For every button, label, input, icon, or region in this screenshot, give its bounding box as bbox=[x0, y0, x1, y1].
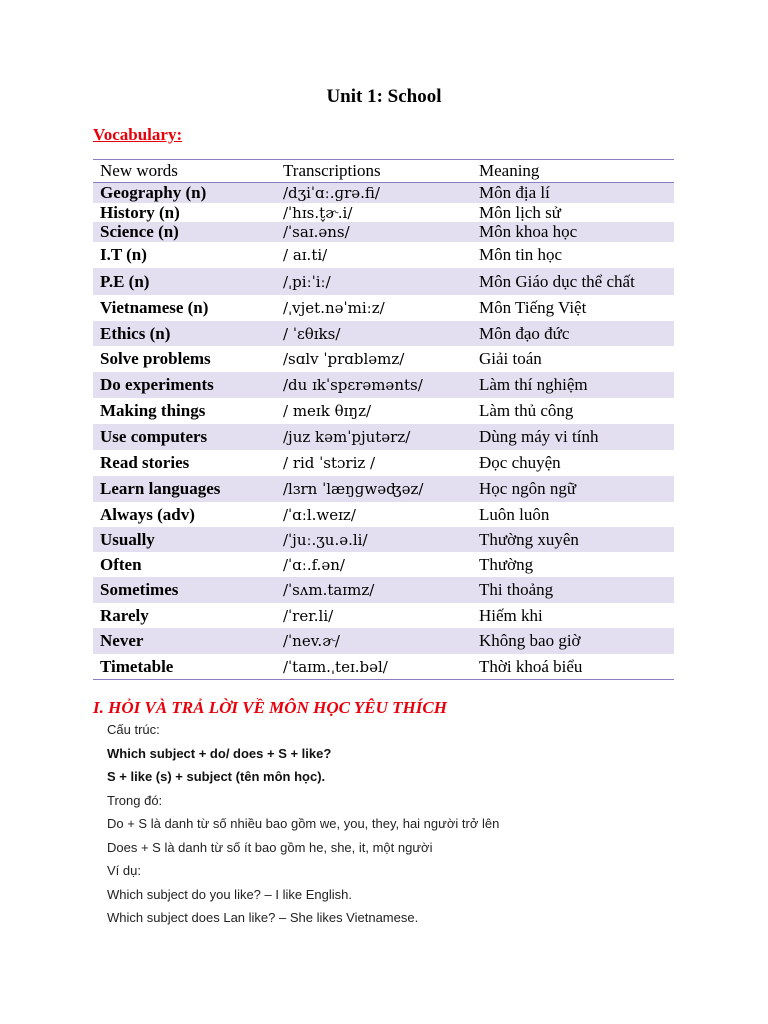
transcription-cell: /juz kəmˈpjutərz/ bbox=[283, 428, 411, 446]
table-row bbox=[93, 183, 674, 203]
table-row bbox=[93, 552, 674, 577]
header-new-words: New words bbox=[100, 161, 178, 180]
note-line: Which subject do you like? – I like English. bbox=[107, 886, 352, 902]
table-row bbox=[93, 346, 674, 372]
table-row bbox=[93, 242, 674, 268]
note-line: Trong đó: bbox=[107, 792, 163, 808]
word-cell: Vietnamese (n) bbox=[100, 298, 209, 317]
word-cell: Rarely bbox=[100, 605, 149, 625]
meaning-cell: Dùng máy vi tính bbox=[479, 427, 599, 446]
word-cell: I.T (n) bbox=[100, 245, 147, 264]
word-cell: Never bbox=[100, 631, 144, 650]
table-header-row bbox=[93, 160, 674, 183]
header-meaning: Meaning bbox=[479, 161, 540, 180]
table-row bbox=[93, 268, 674, 295]
meaning-cell: Luôn luôn bbox=[479, 504, 550, 524]
transcription-cell: /du ɪkˈspɛrəmənts/ bbox=[283, 376, 423, 394]
transcription-cell: /ˈsaɪ.əns/ bbox=[283, 223, 350, 241]
table-row bbox=[93, 476, 674, 502]
transcription-cell: / ˈɛθɪks/ bbox=[283, 324, 341, 343]
meaning-cell: Môn Giáo dục thể chất bbox=[479, 271, 635, 291]
word-cell: Making things bbox=[100, 401, 206, 420]
word-cell: Solve problems bbox=[100, 349, 211, 368]
note-line: Which subject does Lan like? – She likes Vietnamese. bbox=[107, 910, 419, 925]
meaning-cell: Thi thoảng bbox=[479, 580, 554, 599]
transcription-cell: /ˈɑːl.weɪz/ bbox=[283, 505, 356, 524]
meaning-cell: Thường bbox=[479, 554, 534, 574]
note-line: Does + S là danh từ số ít bao gồm he, she, it, một người bbox=[107, 839, 433, 855]
transcription-cell: /ˌvjet.nəˈmiːz/ bbox=[283, 299, 385, 317]
meaning-cell: Môn Tiếng Việt bbox=[479, 298, 587, 317]
transcription-cell: /ˈnev.ɚ/ bbox=[283, 632, 340, 650]
word-cell: Usually bbox=[100, 529, 155, 549]
word-cell: Do experiments bbox=[100, 375, 214, 394]
meaning-cell: Môn địa lí bbox=[479, 183, 550, 202]
transcription-cell: /ˈhɪs.t̬ɚ.i/ bbox=[283, 203, 353, 222]
vocabulary-heading: Vocabulary: bbox=[93, 125, 183, 144]
transcription-cell: /sɑlv ˈprɑbləmz/ bbox=[283, 350, 405, 368]
table-row bbox=[93, 577, 674, 603]
meaning-cell: Giải toán bbox=[479, 349, 542, 368]
word-cell: Geography (n) bbox=[100, 183, 207, 202]
word-cell: Read stories bbox=[100, 453, 190, 472]
page-title: Unit 1: School bbox=[326, 86, 442, 107]
meaning-cell: Thường xuyên bbox=[479, 529, 579, 549]
table-row bbox=[93, 654, 674, 679]
transcription-cell: /ˈtaɪm.ˌteɪ.bəl/ bbox=[283, 657, 388, 676]
meaning-cell: Môn lịch sử bbox=[479, 202, 561, 222]
transcription-cell: /ˈsʌm.taɪmz/ bbox=[283, 581, 375, 599]
grammar-notes bbox=[107, 718, 499, 930]
table-row bbox=[93, 222, 674, 242]
word-cell: P.E (n) bbox=[100, 271, 150, 291]
transcription-cell: /ˈrer.li/ bbox=[283, 606, 334, 625]
vocabulary-table bbox=[93, 159, 674, 680]
meaning-cell: Học ngôn ngữ bbox=[479, 479, 577, 498]
note-line: Which subject + do/ does + S + like? bbox=[107, 745, 332, 761]
word-cell: Sometimes bbox=[100, 580, 179, 599]
table-row bbox=[93, 372, 674, 398]
note-line: Cấu trúc: bbox=[107, 722, 160, 737]
transcription-cell: /dʒiˈɑː.ɡrə.fi/ bbox=[283, 184, 380, 202]
word-cell: Timetable bbox=[100, 656, 174, 676]
table-row bbox=[93, 203, 674, 222]
table-row bbox=[93, 603, 674, 628]
word-cell: Always (adv) bbox=[100, 504, 195, 524]
word-cell: History (n) bbox=[100, 202, 180, 222]
table-row bbox=[93, 424, 674, 450]
table-row bbox=[93, 398, 674, 424]
transcription-cell: /ˌpiːˈiː/ bbox=[283, 272, 331, 291]
table-row bbox=[93, 628, 674, 654]
meaning-cell: Làm thủ công bbox=[479, 401, 574, 420]
note-line: Do + S là danh từ số nhiều bao gồm we, you, they, hai người trở lên bbox=[107, 816, 500, 831]
meaning-cell: Hiếm khi bbox=[479, 605, 543, 625]
table-row bbox=[93, 527, 674, 552]
word-cell: Use computers bbox=[100, 427, 208, 446]
meaning-cell: Môn tin học bbox=[479, 245, 563, 264]
transcription-cell: /ˈjuː.ʒu.ə.li/ bbox=[283, 530, 368, 549]
transcription-cell: /ˈɑː.f.ən/ bbox=[283, 555, 345, 574]
meaning-cell: Làm thí nghiệm bbox=[479, 375, 588, 394]
section-heading: I. HỎI VÀ TRẢ LỜI VỀ MÔN HỌC YÊU THÍCH bbox=[93, 698, 447, 717]
meaning-cell: Thời khoá biểu bbox=[479, 656, 583, 676]
meaning-cell: Đọc chuyện bbox=[479, 453, 561, 472]
meaning-cell: Môn đạo đức bbox=[479, 323, 570, 343]
note-line: S + like (s) + subject (tên môn học). bbox=[107, 769, 326, 784]
transcription-cell: / meɪk θɪŋz/ bbox=[283, 402, 372, 420]
table-row bbox=[93, 321, 674, 346]
header-transcriptions: Transcriptions bbox=[283, 161, 381, 180]
word-cell: Ethics (n) bbox=[100, 323, 171, 343]
transcription-cell: / aɪ.ti/ bbox=[283, 246, 328, 264]
word-cell: Often bbox=[100, 554, 142, 574]
transcription-cell: / rid ˈstɔriz / bbox=[283, 454, 376, 472]
meaning-cell: Môn khoa học bbox=[479, 222, 578, 241]
table-row bbox=[93, 502, 674, 527]
table-row bbox=[93, 450, 674, 476]
meaning-cell: Không bao giờ bbox=[479, 631, 581, 650]
word-cell: Learn languages bbox=[100, 479, 221, 498]
table-body bbox=[93, 183, 674, 679]
word-cell: Science (n) bbox=[100, 222, 179, 241]
transcription-cell: /lɜrn ˈlæŋɡwəʤəz/ bbox=[283, 480, 424, 498]
table-row bbox=[93, 295, 674, 321]
note-line: Ví dụ: bbox=[107, 863, 141, 878]
